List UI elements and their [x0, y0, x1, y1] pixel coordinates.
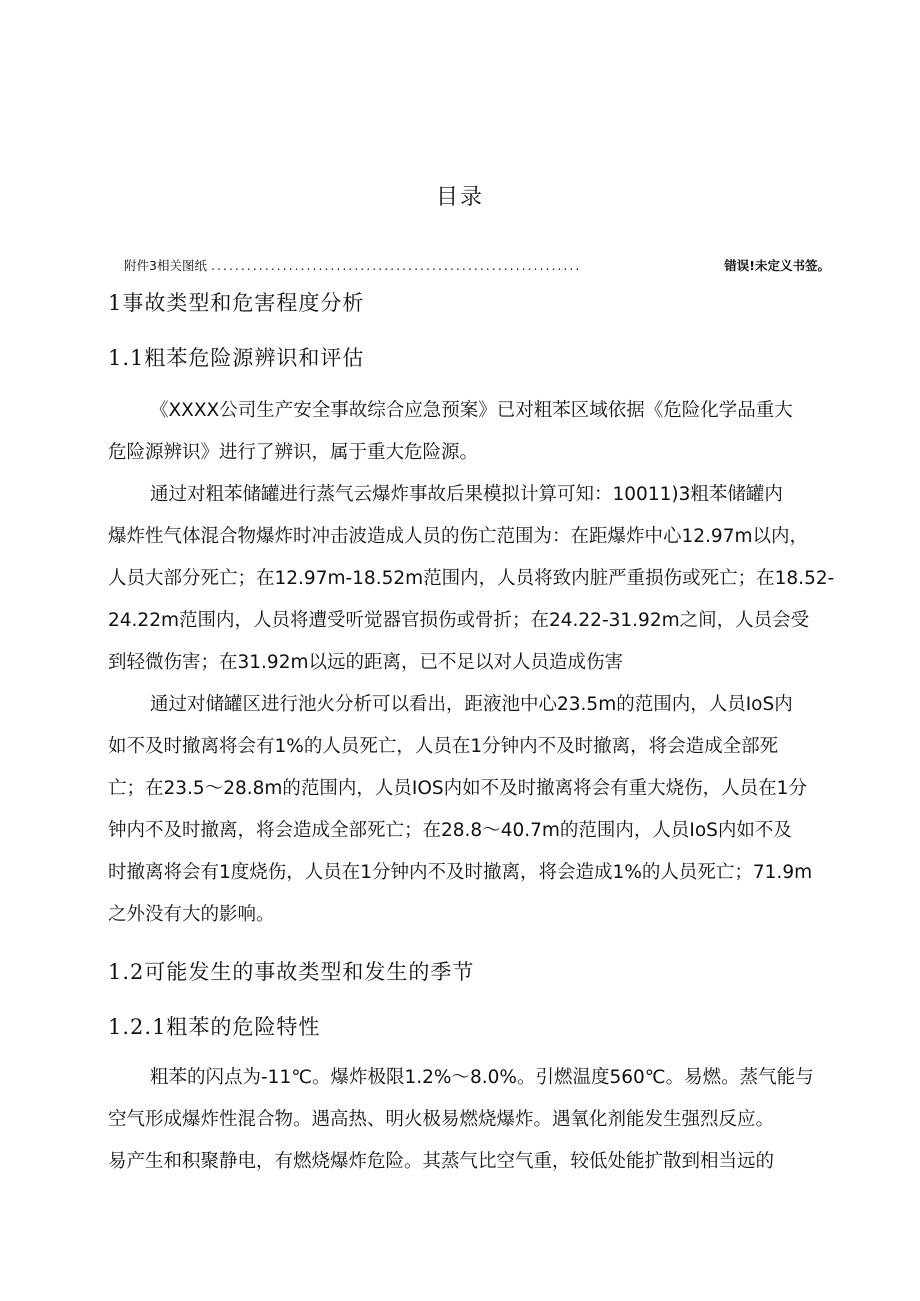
section-heading-1-1: 1.1粗苯危险源辨识和评估 — [108, 346, 365, 370]
paragraph-line: 人员大部分死亡；在12.97m-18.52m范围内，人员将致内脏严重损伤或死亡；在18.52- — [108, 568, 835, 589]
paragraph-3 — [108, 684, 838, 936]
paragraph-line: 如不及时撤离将会有1%的人员死亡，人员在1分钟内不及时撤离，将会造成全部死 — [108, 736, 779, 757]
paragraph-line: 危险源辨识》进行了辨识，属于重大危险源。 — [108, 442, 479, 463]
paragraph-4 — [108, 1057, 838, 1183]
section-heading-1-2-1: 1.2.1粗苯的危险特性 — [108, 1015, 321, 1039]
toc-entry-page: 错误!未定义书签。 — [724, 258, 830, 273]
section-heading-1-2: 1.2可能发生的事故类型和发生的季节 — [108, 960, 475, 984]
paragraph-2 — [108, 474, 838, 684]
paragraph-line: 空气形成爆炸性混合物。遇高热、明火极易燃烧爆炸。遇氧化剂能发生强烈反应。 — [108, 1109, 775, 1130]
toc-title: 目录 — [435, 185, 484, 210]
paragraph-line: 粗苯的闪点为-11℃。爆炸极限1.2%〜8.0%。引燃温度560℃。易燃。蒸气能与 — [150, 1067, 814, 1088]
paragraph-line: 爆炸性气体混合物爆炸时冲击波造成人员的伤亡范围为：在距爆炸中心12.97m以内， — [108, 526, 808, 547]
paragraph-line: 通过对储罐区进行池火分析可以看出，距液池中心23.5m的范围内，人员IoS内 — [150, 694, 793, 715]
paragraph-line: 亡；在23.5〜28.8m的范围内，人员IOS内如不及时撤离将会有重大烧伤，人员在1分 — [108, 778, 807, 799]
paragraph-line: 易产生和积聚静电，有燃烧爆炸危险。其蒸气比空气重，较低处能扩散到相当远的 — [108, 1151, 775, 1172]
toc-entry-label: 附件3相关图纸 — [124, 258, 207, 273]
paragraph-line: 通过对粗苯储罐进行蒸气云爆炸事故后果模拟计算可知：10011)3粗苯储罐内 — [150, 484, 783, 505]
paragraph-line: 到轻微伤害；在31.92m以远的距离，已不足以对人员造成伤害 — [108, 652, 623, 673]
paragraph-line: 《XXXX公司生产安全事故综合应急预案》已对粗苯区域依据《危险化学品重大 — [150, 400, 793, 421]
paragraph-line: 时撤离将会有1度烧伤，人员在1分钟内不及时撤离，将会造成1%的人员死亡；71.9m — [108, 862, 813, 883]
paragraph-line: 24.22m范围内，人员将遭受听觉器官损伤或骨折；在24.22-31.92m之间，人员会受 — [108, 610, 810, 631]
paragraph-1 — [108, 390, 838, 474]
toc-entry-leader: .............................................................. — [210, 258, 582, 273]
section-heading-1: 1事故类型和危害程度分析 — [108, 291, 365, 315]
paragraph-line: 钟内不及时撤离，将会造成全部死亡；在28.8〜40.7m的范围内，人员IoS内如不及 — [108, 820, 792, 841]
toc-entry[interactable] — [124, 256, 830, 276]
paragraph-line: 之外没有大的影响。 — [108, 904, 275, 925]
